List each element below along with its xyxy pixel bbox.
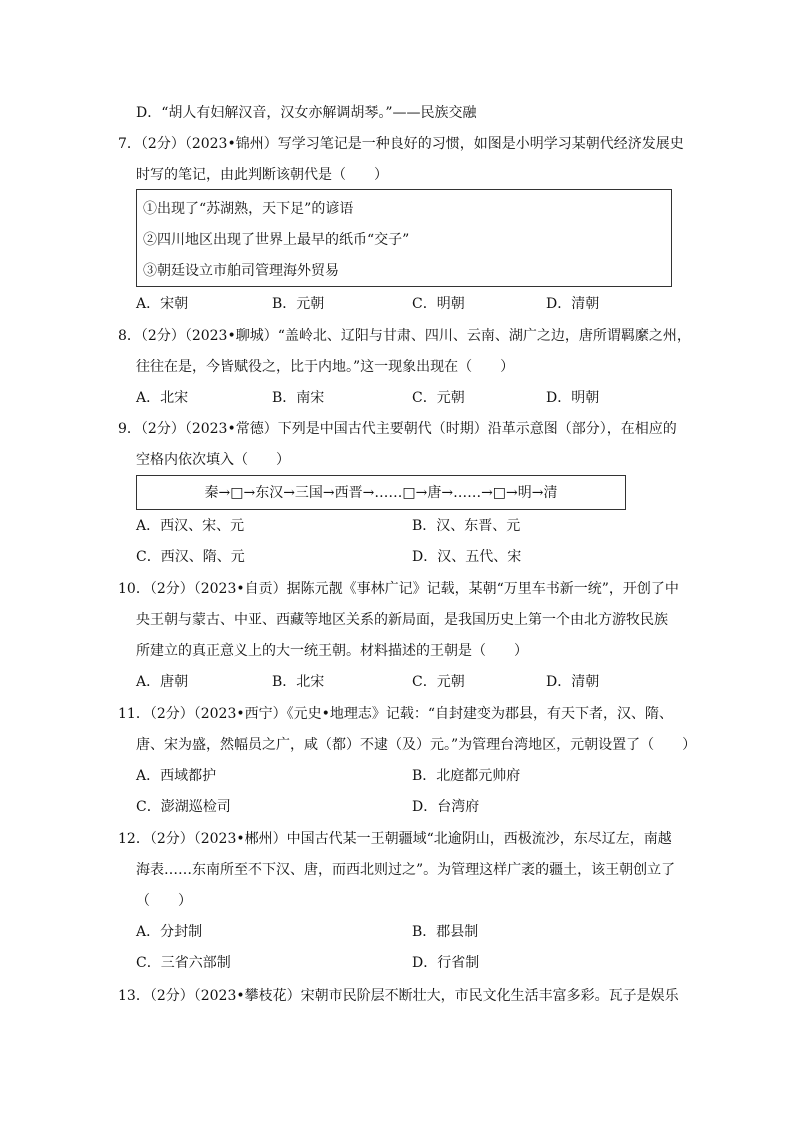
q8-option-d[interactable]: D．明朝: [546, 390, 600, 406]
q12-option-b[interactable]: B．郡县制: [412, 924, 479, 940]
q7-option-d[interactable]: D．清朝: [546, 296, 600, 312]
q12-option-d[interactable]: D．行省制: [412, 955, 480, 971]
q11-stem-line2: 唐、宋为盛，然幅员之广，咸（都）不逮（及）元。”为管理台湾地区，元朝设置了（ ）: [136, 737, 697, 753]
q11-option-d[interactable]: D．台湾府: [412, 799, 480, 815]
q6-option-d: D．“胡人有妇解汉音，汉女亦解调胡琴。”——民族交融: [136, 105, 477, 121]
q9-option-b[interactable]: B．汉、东晋、元: [412, 518, 521, 534]
q7-stem-line1: 7．（2分）（2023•锦州）写学习笔记是一种良好的习惯，如图是小明学习某朝代经济发展史: [118, 136, 684, 152]
q11-option-b[interactable]: B．北庭都元帅府: [412, 768, 521, 784]
q7-notes-box: [136, 189, 672, 287]
q8-option-b[interactable]: B．南宋: [272, 390, 325, 406]
q8-option-c[interactable]: C．元朝: [412, 390, 465, 406]
q12-option-c[interactable]: C．三省六部制: [136, 955, 231, 971]
q10-stem-line1: 10．（2分）（2023•自贡）据陈元靓《事林广记》记载，某朝“万里车书新一统”，开创了中: [118, 581, 679, 597]
q7-option-c[interactable]: C．明朝: [412, 296, 465, 312]
q12-stem-line3: （ ）: [136, 893, 192, 909]
q7-note-3: ③朝廷设立市舶司管理海外贸易: [143, 263, 339, 279]
q9-option-d[interactable]: D．汉、五代、宋: [412, 549, 522, 565]
q10-stem-line3: 所建立的真正意义上的大一统王朝。材料描述的王朝是（ ）: [136, 643, 528, 659]
q11-stem-line1: 11．（2分）（2023•西宁）《元史•地理志》记载：“自封建变为郡县，有天下者，汉、隋、: [118, 706, 674, 722]
q9-stem-line1: 9．（2分）（2023•常德）下列是中国古代主要朝代（时期）沿革示意图（部分），在相应的: [118, 421, 677, 437]
q11-option-c[interactable]: C．澎湖巡检司: [136, 799, 231, 815]
q9-option-a[interactable]: A．西汉、宋、元: [136, 518, 245, 534]
q10-stem-line2: 央王朝与蒙古、中亚、西藏等地区关系的新局面，是我国历史上第一个由北方游牧民族: [136, 612, 668, 628]
q9-dynasty-chain: 秦→□→东汉→三国→西晋→……□→唐→……→□→明→清: [204, 485, 558, 501]
q9-stem-line2: 空格内依次填入（ ）: [136, 452, 290, 468]
q10-option-c[interactable]: C．元朝: [412, 674, 465, 690]
q7-stem-line2: 时写的笔记，由此判断该朝代是（ ）: [136, 167, 388, 183]
q7-option-b[interactable]: B．元朝: [272, 296, 325, 312]
q7-option-a[interactable]: A．宋朝: [136, 296, 189, 312]
q10-option-b[interactable]: B．北宋: [272, 674, 325, 690]
q10-option-a[interactable]: A．唐朝: [136, 674, 189, 690]
q12-stem-line2: 海表……东南所至不下汉、唐，而西北则过之”。为管理这样广袤的疆土，该王朝创立了: [136, 862, 676, 878]
q8-stem-line2: 往往在是，今皆赋役之，比于内地。”这一现象出现在（ ）: [136, 359, 515, 375]
q13-stem-line1: 13．（2分）（2023•攀枝花）宋朝市民阶层不断壮大，市民文化生活丰富多彩。瓦子是娱乐: [118, 988, 679, 1004]
q7-note-2: ②四川地区出现了世界上最早的纸币“交子”: [143, 232, 410, 248]
q12-option-a[interactable]: A．分封制: [136, 924, 203, 940]
q9-option-c[interactable]: C．西汉、隋、元: [136, 549, 245, 565]
q11-option-a[interactable]: A．西域都护: [136, 768, 217, 784]
q7-note-1: ①出现了“苏湖熟，天下足”的谚语: [143, 201, 354, 217]
q9-dynasty-chain-box: [136, 475, 626, 510]
q8-option-a[interactable]: A．北宋: [136, 390, 189, 406]
q12-stem-line1: 12．（2分）（2023•郴州）中国古代某一王朝疆域“北逾阴山，西极流沙，东尽辽左，南越: [118, 831, 672, 847]
q8-stem-line1: 8．（2分）（2023•聊城）“盖岭北、辽阳与甘肃、四川、云南、湖广之边，唐所谓羁縻之州，: [118, 328, 691, 344]
q10-option-d[interactable]: D．清朝: [546, 674, 600, 690]
